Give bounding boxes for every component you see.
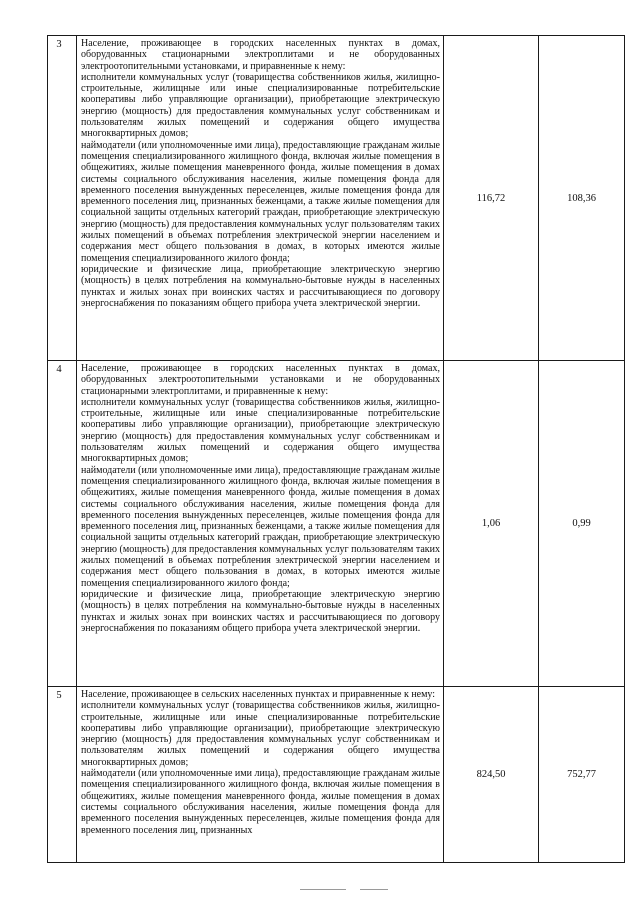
table-row — [48, 687, 625, 863]
table-row — [48, 36, 625, 361]
consumer-description-cell — [77, 361, 444, 687]
description-paragraph: исполнители коммунальных услуг (товарищества собственников жилья, жилищно-строительные, жилищные или иные специализированные потребительские кооперативы либо управляющие организации), приобретающие электрическую энергию (мощность) для предоставления коммунальных услуг собственникам и пользователям жилых помещений и содержания общего имущества многоквартирных домов; — [81, 700, 440, 768]
tariff-value: 1,06 — [481, 518, 501, 529]
description-paragraph: Население, проживающее в сельских населенных пунктах и приравненные к нему: — [81, 689, 436, 700]
tariff-value-cell — [539, 361, 625, 687]
consumer-description-cell — [77, 36, 444, 361]
description-paragraph: исполнители коммунальных услуг (товарищества собственников жилья, жилищно-строительные, жилищные или иные специализированные потребительские кооперативы либо управляющие организации), приобретающие электрическую энергию (мощность) для предоставления коммунальных услуг собственникам и пользователям жилых помещений и содержания общего имущества многоквартирных домов; — [81, 71, 440, 140]
tariff-table — [47, 35, 625, 863]
description-paragraph: наймодатели (или уполномоченные ими лица), предоставляющие гражданам жилые помещения специализированного жилищного фонда, включая жилые помещения в общежитиях, жилые помещения маневренного фонда, жилые помещения в домах системы социального обслуживания населения, жилые помещения фонда для временного поселения вынужденных переселенцев, жилые помещения фонда для временного поселения лиц, признанных беженцами, а также жилые помещения для социальной защиты отдельных категорий граждан, приобретающие электрическую энергию (мощность) для предоставления коммунальных услуг пользователям таких жилых помещений в объемах потребления электрической энергии населением и содержания мест общего пользования в домах, в которых имеются жилые помещения специализированного жилого фонда; — [81, 139, 440, 264]
scan-artifact — [300, 889, 346, 890]
row-number-cell — [48, 36, 77, 361]
row-number: 4 — [56, 364, 62, 375]
tariff-value: 824,50 — [476, 769, 506, 780]
description-paragraph: Население, проживающее в городских населенных пунктах в домах, оборудованных стационарными электроплитами и не оборудованных электроотопительными установками, и приравненные к нему: — [81, 38, 440, 72]
description-paragraph: наймодатели (или уполномоченные ими лица), предоставляющие гражданам жилые помещения специализированного жилищного фонда, включая жилые помещения в общежитиях, жилые помещения маневренного фонда, жилые помещения в домах системы социального обслуживания населения, жилые помещения фонда для временного поселения вынужденных переселенцев, жилые помещения фонда для временного поселения лиц, признанных беженцами, а также жилые помещения для социальной защиты отдельных категорий граждан, приобретающие электрическую энергию (мощность) для предоставления коммунальных услуг пользователям таких жилых помещений в объемах потребления электрической энергии населением и содержания мест общего пользования в домах, в которых имеются жилые помещения специализированного жилого фонда; — [81, 464, 440, 589]
tariff-value: 752,77 — [567, 769, 596, 780]
description-paragraph: Население, проживающее в городских населенных пунктах в домах, оборудованных электроотопительными установками и не оборудованных стационарными электроплитами, и приравненные к нему: — [81, 363, 440, 397]
row-number-cell — [48, 687, 77, 863]
tariff-value: 116,72 — [476, 192, 506, 204]
tariff-value: 108,36 — [567, 192, 596, 204]
tariff-value: 0,99 — [572, 518, 591, 529]
table-row — [48, 361, 625, 687]
scan-artifact — [360, 889, 388, 890]
tariff-value-cell — [444, 36, 539, 361]
description-paragraph: юридические и физические лица, приобретающие электрическую энергию (мощность) в целях потребления на коммунально-бытовые нужды в населенных пунктах и жилых зонах при воинских частях и рассчитывающиеся по договору энергоснабжения по показаниям общего прибора учета электрической энергии. — [81, 263, 440, 309]
tariff-value-cell — [539, 36, 625, 361]
description-paragraph: исполнители коммунальных услуг (товарищества собственников жилья, жилищно-строительные, жилищные или иные специализированные потребительские кооперативы либо управляющие организации), приобретающие электрическую энергию (мощность) для предоставления коммунальных услуг собственникам и пользователям жилых помещений и содержания общего имущества многоквартирных домов; — [81, 396, 440, 465]
description-paragraph: юридические и физические лица, приобретающие электрическую энергию (мощность) в целях потребления на коммунально-бытовые нужды в населенных пунктах и жилых зонах при воинских частях и рассчитывающиеся по договору энергоснабжения по показаниям общего прибора учета электрической энергии. — [81, 588, 440, 634]
row-number-cell — [48, 361, 77, 687]
tariff-value-cell — [539, 687, 625, 863]
row-number: 3 — [56, 39, 62, 50]
consumer-description-cell — [77, 687, 444, 863]
tariff-value-cell — [444, 687, 539, 863]
tariff-value-cell — [444, 361, 539, 687]
description-paragraph: наймодатели (или уполномоченные ими лица), предоставляющие гражданам жилые помещения специализированного жилищного фонда, включая жилые помещения в общежитиях, жилые помещения маневренного фонда, жилые помещения в домах системы социального обслуживания населения, жилые помещения фонда для временного поселения вынужденных переселенцев, жилые помещения фонда для временного поселения лиц, признанных — [81, 768, 440, 836]
row-number: 5 — [56, 690, 62, 701]
